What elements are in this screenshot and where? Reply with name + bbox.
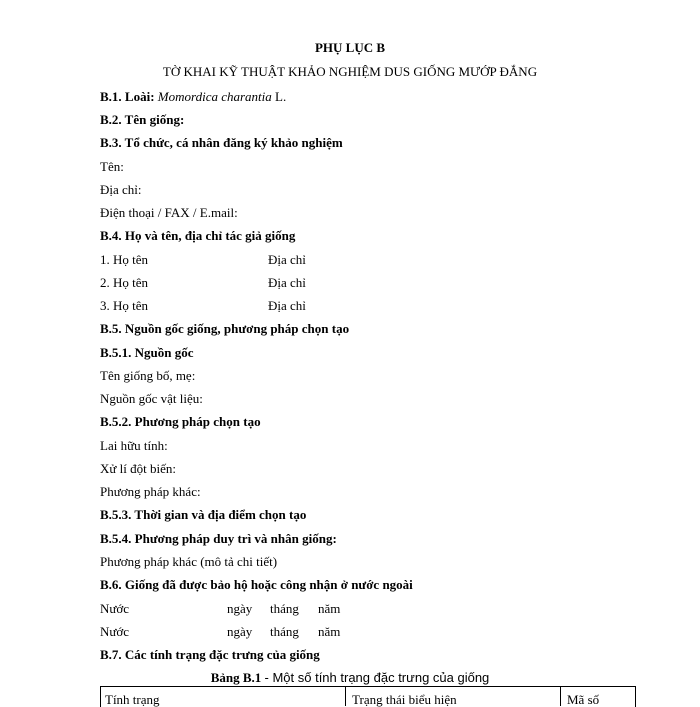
author-row-3-name: 3. Họ tên	[100, 298, 149, 313]
table-column-divider	[345, 686, 346, 706]
parents-field: Tên giống bố, mẹ:	[100, 368, 196, 383]
country-row-1-day: ngày	[227, 601, 253, 616]
org-name-field: Tên:	[100, 159, 124, 174]
material-origin-field: Nguồn gốc vật liệu:	[100, 391, 203, 406]
author-row-2-address: Địa chỉ	[268, 275, 306, 290]
section-b1-label: B.1. Loài:	[100, 89, 155, 104]
section-b52: B.5.2. Phương pháp chọn tạo	[100, 414, 261, 429]
section-b53: B.5.3. Thời gian và địa điểm chọn tạo	[100, 507, 307, 522]
section-b54: B.5.4. Phương pháp duy trì và nhân giống:	[100, 531, 337, 546]
country-row-1-month: tháng	[270, 601, 299, 616]
country-row-2-month: tháng	[270, 624, 299, 639]
table-header-3: Mã số	[567, 692, 600, 707]
author-row-2-name: 2. Họ tên	[100, 275, 149, 290]
org-address-field: Địa chỉ:	[100, 182, 142, 197]
country-row-2-day: ngày	[227, 624, 253, 639]
hybridization-field: Lai hữu tính:	[100, 438, 168, 453]
species-author: L.	[275, 89, 287, 104]
other-method-detail-field: Phương pháp khác (mô tả chi tiết)	[100, 554, 278, 569]
section-b3: B.3. Tổ chức, cá nhân đăng ký khảo nghiệm	[100, 135, 343, 150]
country-row-2-year: năm	[318, 624, 341, 639]
table-header-2: Trạng thái biểu hiện	[352, 692, 457, 707]
country-row-1: Nước	[100, 601, 130, 616]
author-row-1-name: 1. Họ tên	[100, 252, 149, 267]
country-row-1-year: năm	[318, 601, 341, 616]
section-b6: B.6. Giống đã được bảo hộ hoặc công nhận ở nước ngoài	[100, 577, 413, 592]
table-header-1: Tính trạng	[105, 692, 160, 707]
section-b5: B.5. Nguồn gốc giống, phương pháp chọn tạo	[100, 321, 350, 336]
species-name: Momordica charantia	[157, 89, 272, 104]
section-b2: B.2. Tên giống:	[100, 112, 185, 127]
other-method-field: Phương pháp khác:	[100, 484, 201, 499]
author-row-1-address: Địa chỉ	[268, 252, 306, 267]
org-contact-field: Điện thoại / FAX / E.mail:	[100, 205, 238, 220]
country-row-2: Nước	[100, 624, 130, 639]
section-b51: B.5.1. Nguồn gốc	[100, 345, 194, 360]
section-b7: B.7. Các tính trạng đặc trưng của giống	[100, 647, 320, 662]
section-b1	[100, 89, 286, 105]
form-title: TỜ KHAI KỸ THUẬT KHẢO NGHIỆM DUS GIỐNG MƯỚP ĐẮNG	[162, 64, 538, 79]
author-row-3-address: Địa chỉ	[268, 298, 306, 313]
section-b4: B.4. Họ và tên, địa chỉ tác giả giống	[100, 228, 296, 243]
appendix-title: PHỤ LỤC B	[314, 40, 386, 55]
table-caption	[0, 670, 700, 686]
mutation-field: Xử lí đột biến:	[100, 461, 177, 476]
table-column-divider	[560, 686, 561, 706]
table-caption-text: - Một số tính trạng đặc trưng của giống	[264, 670, 490, 685]
table-caption-label: Bảng B.1	[210, 670, 262, 685]
